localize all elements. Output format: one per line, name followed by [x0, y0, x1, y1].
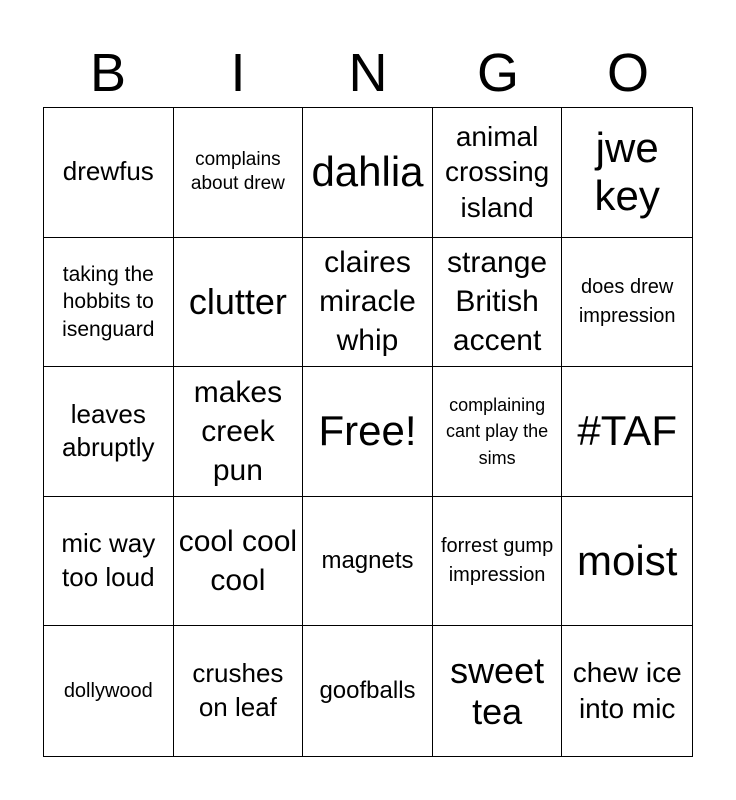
header-letter-n: N [348, 43, 388, 103]
bingo-cell[interactable]: jwe key [562, 108, 692, 238]
header-letter-b: B [89, 43, 127, 103]
bingo-cell[interactable]: makes creek pun [174, 367, 304, 497]
bingo-cell[interactable]: goofballs [303, 626, 433, 756]
bingo-cell[interactable]: #TAF [562, 367, 692, 497]
bingo-cell[interactable]: complains about drew [174, 108, 304, 238]
bingo-cell[interactable]: taking the hobbits to isenguard [44, 238, 174, 368]
bingo-cell[interactable]: sweet tea [433, 626, 563, 756]
bingo-header [43, 38, 693, 108]
bingo-cell[interactable]: strange British accent [433, 238, 563, 368]
bingo-cell[interactable]: forrest gump impression [433, 497, 563, 627]
bingo-cell[interactable]: complaining cant play the sims [433, 367, 563, 497]
bingo-cell[interactable]: animal crossing island [433, 108, 563, 238]
header-letter-i: I [230, 43, 246, 103]
header-letter-g: G [476, 43, 519, 103]
free-space-cell[interactable]: Free! [303, 367, 433, 497]
bingo-cell[interactable]: mic way too loud [44, 497, 174, 627]
header-letter-o: O [606, 43, 649, 103]
bingo-cell[interactable]: drewfus [44, 108, 174, 238]
bingo-cell[interactable]: does drew impression [562, 238, 692, 368]
bingo-cell[interactable]: crushes on leaf [174, 626, 304, 756]
bingo-cell[interactable]: chew ice into mic [572, 657, 682, 725]
bingo-board [43, 107, 693, 757]
bingo-cell[interactable]: moist [562, 497, 692, 627]
bingo-cell[interactable]: leaves abruptly [44, 367, 174, 497]
bingo-cell[interactable]: cool cool cool [174, 497, 304, 627]
bingo-cell[interactable]: dahlia [303, 108, 433, 238]
bingo-cell[interactable]: claires miracle whip [303, 238, 433, 368]
bingo-cell[interactable]: clutter [174, 238, 304, 368]
bingo-cell[interactable]: magnets [303, 497, 433, 627]
bingo-cell[interactable]: dollywood [44, 626, 174, 756]
